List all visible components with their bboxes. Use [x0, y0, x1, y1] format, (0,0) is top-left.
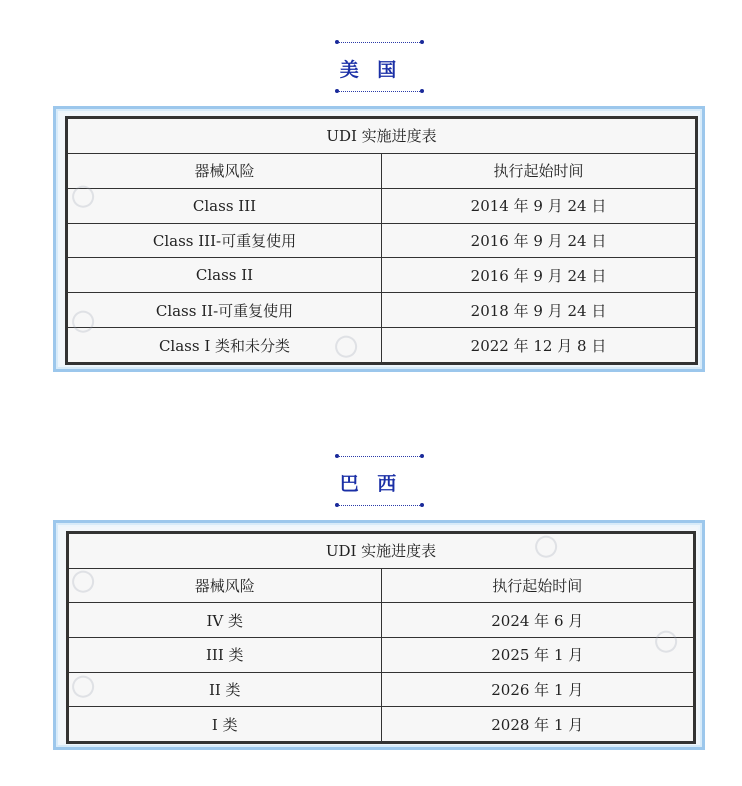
title-divider-bottom — [337, 91, 422, 92]
header-start-date: 执行起始时间 — [382, 153, 696, 188]
udi-schedule-table — [66, 531, 696, 744]
cell-device-risk: III 类 — [69, 637, 382, 672]
header-start-date: 执行起始时间 — [381, 568, 694, 603]
table-row — [68, 223, 696, 258]
cell-start-date: 2024 年 6 月 — [381, 603, 694, 638]
table-row — [69, 707, 694, 742]
table-caption: UDI 实施进度表 — [68, 119, 696, 154]
cell-device-risk: II 类 — [69, 672, 382, 707]
table-row — [69, 603, 694, 638]
cell-start-date: 2028 年 1 月 — [381, 707, 694, 742]
cell-device-risk: Class II-可重复使用 — [68, 293, 382, 328]
title-divider-bottom — [337, 505, 422, 506]
table-row — [69, 672, 694, 707]
cell-start-date: 2025 年 1 月 — [381, 637, 694, 672]
section-title: 美 国 — [339, 59, 403, 81]
cell-start-date: 2022 年 12 月 8 日 — [382, 328, 696, 363]
table-row — [68, 293, 696, 328]
cell-start-date: 2026 年 1 月 — [381, 672, 694, 707]
cell-start-date: 2016 年 9 月 24 日 — [382, 258, 696, 293]
cell-start-date: 2014 年 9 月 24 日 — [382, 188, 696, 223]
table-row — [68, 328, 696, 363]
table-row — [69, 637, 694, 672]
cell-device-risk: Class III — [68, 188, 382, 223]
table-row — [68, 188, 696, 223]
table-row — [68, 258, 696, 293]
header-device-risk: 器械风险 — [69, 568, 382, 603]
table-header-row — [69, 568, 694, 603]
table-caption: UDI 实施进度表 — [69, 534, 694, 569]
table-caption-row — [68, 119, 696, 154]
cell-start-date: 2018 年 9 月 24 日 — [382, 293, 696, 328]
cell-device-risk: Class I 类和未分类 — [68, 328, 382, 363]
udi-schedule-table — [65, 116, 698, 365]
table-caption-row — [69, 534, 694, 569]
cell-device-risk: IV 类 — [69, 603, 382, 638]
table-header-row — [68, 153, 696, 188]
cell-start-date: 2016 年 9 月 24 日 — [382, 223, 696, 258]
cell-device-risk: I 类 — [69, 707, 382, 742]
header-device-risk: 器械风险 — [68, 153, 382, 188]
cell-device-risk: Class II — [68, 258, 382, 293]
section-title: 巴 西 — [339, 473, 403, 495]
title-divider-top — [337, 42, 422, 43]
title-divider-top — [337, 456, 422, 457]
cell-device-risk: Class III-可重复使用 — [68, 223, 382, 258]
